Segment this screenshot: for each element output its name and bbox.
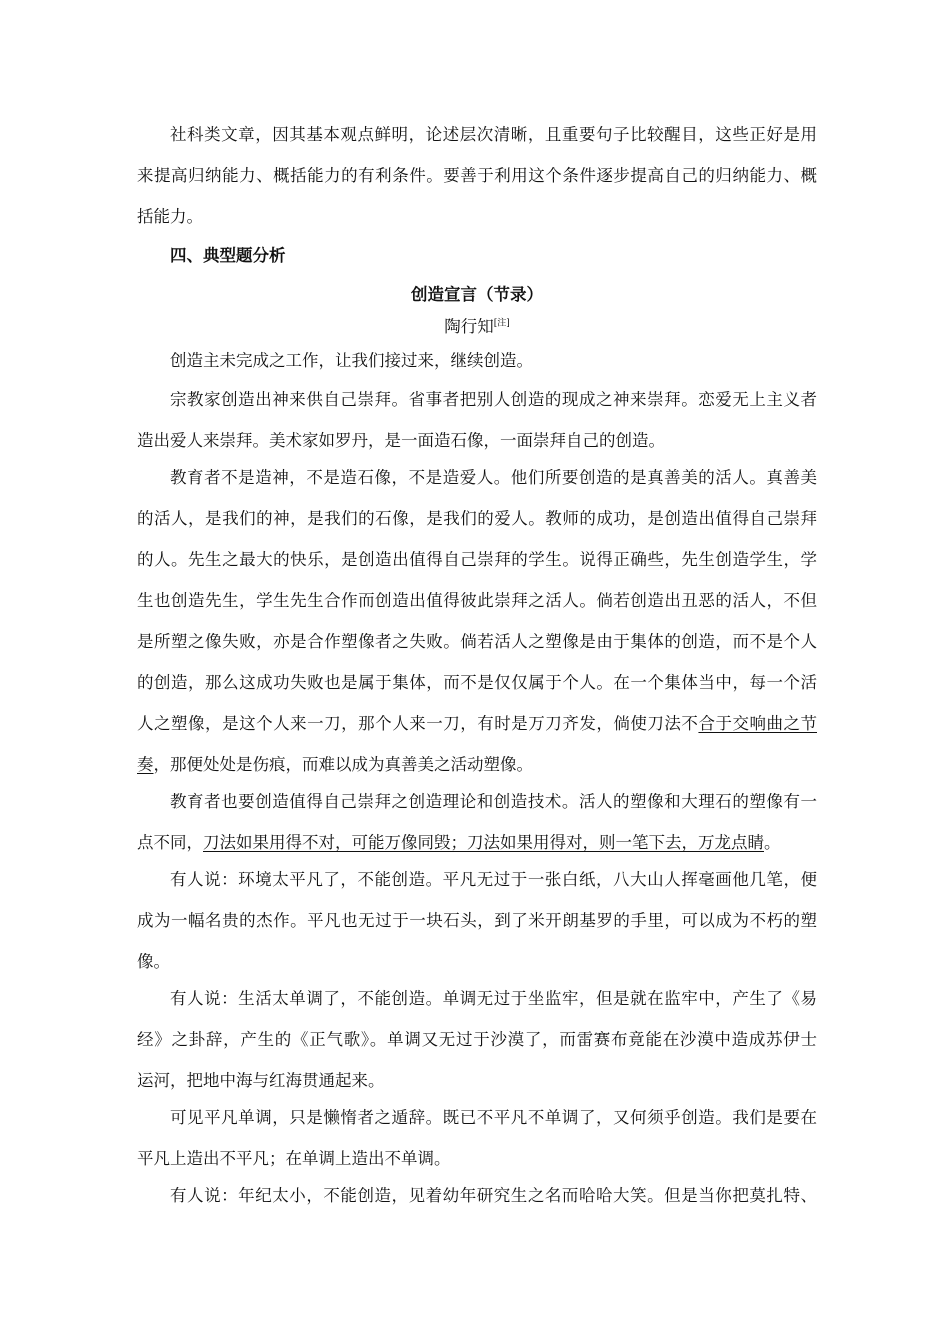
p4-line-2-lead: 点不同， [137, 833, 203, 852]
p5-line-2: 成为一幅名贵的杰作。平凡也无过于一块石头，到了米开朗基罗的手里，可以成为不朽的塑 [137, 911, 817, 930]
p2-line-1: 宗教家创造出神来供自己崇拜。省事者把别人创造的现成之神来崇拜。恋爱无上主义者 [170, 390, 817, 409]
p3-line-5: 是所塑之像失败，亦是合作塑像者之失败。倘若活人之塑像是由于集体的创造，而不是个人 [137, 632, 817, 651]
author-note-marker: [注] [493, 318, 510, 329]
p7-line-1: 可见平凡单调，只是懒惰者之遁辞。既已不平凡不单调了，又何须乎创造。我们是要在 [170, 1108, 817, 1127]
p3-line-1: 教育者不是造神，不是造石像，不是造爱人。他们所要创造的是真善美的活人。真善美 [170, 468, 817, 487]
p4-line-2 [137, 832, 817, 854]
p4-line-2-end: 。 [764, 833, 781, 852]
p5-line-1: 有人说：环境太平凡了，不能创造。平凡无过于一张白纸，八大山人挥毫画他几笔，便 [170, 870, 817, 889]
p5-line-3: 像。 [137, 952, 170, 971]
intro-line-1: 社科类文章，因其基本观点鲜明，论述层次清晰，且重要句子比较醒目，这些正好是用 [170, 125, 817, 144]
p3-line-7-text: 人之塑像，是这个人来一刀，那个人来一刀，有时是万刀齐发，倘使刀法不 [137, 714, 699, 733]
underlined-phrase-rhythm-end: 奏 [137, 755, 154, 774]
p3-line-2: 的活人，是我们的神，是我们的石像，是我们的爱人。教师的成功，是创造出值得自己崇拜 [137, 509, 817, 528]
p6-line-1: 有人说：生活太单调了，不能创造。单调无过于坐监牢，但是就在监牢中，产生了《易 [170, 989, 817, 1008]
section-heading: 四、典型题分析 [170, 246, 286, 265]
p6-line-3: 运河，把地中海与红海贯通起来。 [137, 1071, 385, 1090]
p8-line-1: 有人说：年纪太小，不能创造，见着幼年研究生之名而哈哈大笑。但是当你把莫扎特、 [170, 1186, 817, 1205]
p3-line-8 [137, 754, 817, 776]
p3-line-7 [137, 713, 817, 735]
underlined-phrase-technique: 刀法如果用得不对，可能万像同毁；刀法如果用得对，则一笔下去，万龙点睛 [203, 833, 764, 852]
p3-line-3: 的人。先生之最大的快乐，是创造出值得自己崇拜的学生。说得正确些，先生创造学生，学 [137, 550, 817, 569]
article-title: 创造宣言（节录） [411, 285, 543, 304]
author-name: 陶行知 [444, 317, 494, 336]
article-author [137, 316, 817, 338]
p2-line-2: 造出爱人来崇拜。美术家如罗丹，是一面造石像，一面崇拜自己的创造。 [137, 431, 665, 450]
p3-line-4: 生也创造先生，学生先生合作而创造出值得彼此崇拜之活人。倘若创造出丑恶的活人，不但 [137, 591, 817, 610]
p6-line-2: 经》之卦辞，产生的《正气歌》。单调又无过于沙漠了，而雷赛布竟能在沙漠中造成苏伊士 [137, 1030, 817, 1049]
p7-line-2: 平凡上造出不平凡；在单调上造出不单调。 [137, 1149, 451, 1168]
intro-line-3: 括能力。 [137, 207, 203, 226]
p3-line-6: 的创造，那么这成功失败也是属于集体，而不是仅仅属于个人。在一个集体当中，每一个活 [137, 673, 817, 692]
intro-line-2: 来提高归纳能力、概括能力的有利条件。要善于利用这个条件逐步提高自己的归纳能力、概 [137, 166, 817, 185]
p4-line-1: 教育者也要创造值得自己崇拜之创造理论和创造技术。活人的塑像和大理石的塑像有一 [170, 792, 817, 811]
p3-line-8-text: ，那便处处是伤痕，而难以成为真善美之活动塑像。 [153, 755, 533, 774]
p1-line-1: 创造主未完成之工作，让我们接过来，继续创造。 [170, 351, 533, 370]
underlined-phrase-rhythm: 合于交响曲之节 [698, 714, 817, 733]
